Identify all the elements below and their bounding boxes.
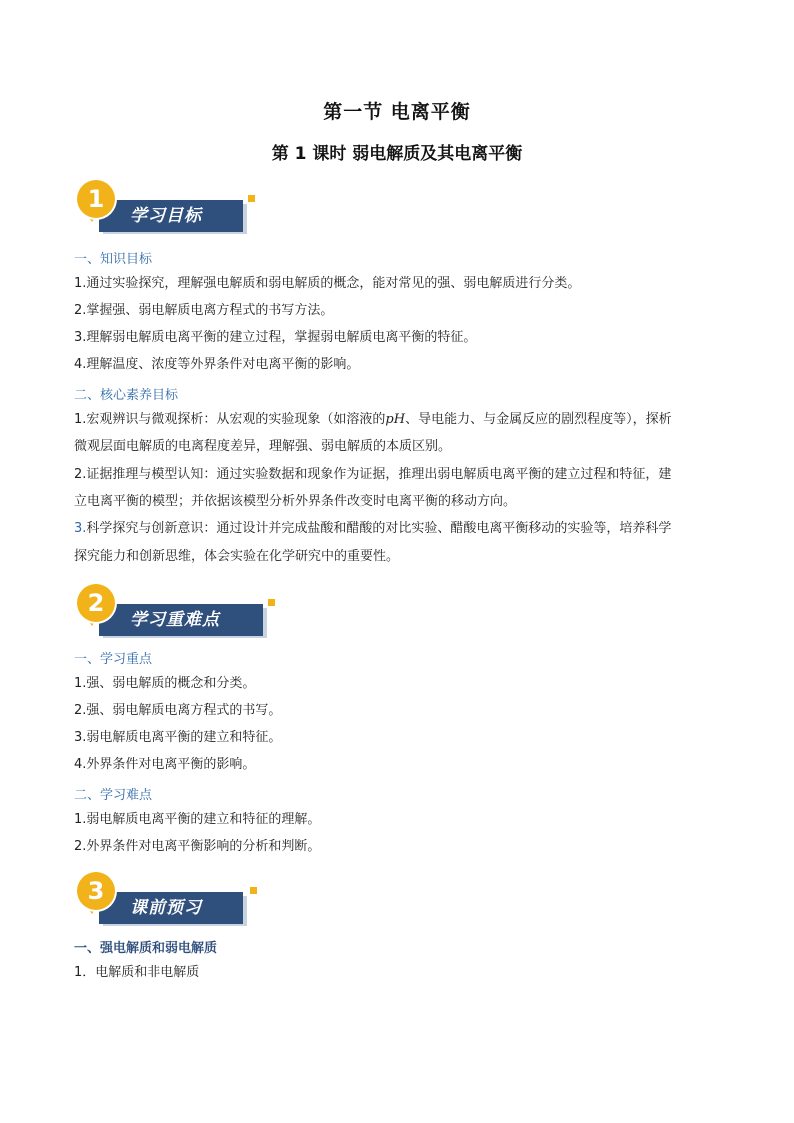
section-heading: 二、核心素养目标 bbox=[74, 388, 179, 403]
list-item: 3.理解弱电解质电离平衡的建立过程，掌握弱电解质电离平衡的特征。 bbox=[74, 330, 477, 345]
list-item-text: 1.宏观辨识与微观探析：从宏观的实验现象（如溶液的 bbox=[74, 412, 386, 427]
list-item-text: 、导电能力、与金属反应的剧烈程度等），探析 bbox=[405, 412, 672, 427]
badge-number: 1 bbox=[77, 180, 115, 218]
list-item: 立电离平衡的模型；并依据该模型分析外界条件改变时电离平衡的移动方向。 bbox=[74, 494, 517, 509]
section-badge-2 bbox=[74, 584, 274, 628]
list-item: 2.外界条件对电离平衡影响的分析和判断。 bbox=[74, 839, 321, 854]
list-item: 探究能力和创新思维，体会实验在化学研究中的重要性。 bbox=[74, 549, 400, 564]
page-subtitle: 第 1 课时 弱电解质及其电离平衡 bbox=[271, 144, 523, 164]
list-item: 1.弱电解质电离平衡的建立和特征的理解。 bbox=[74, 812, 321, 827]
section-heading: 一、强电解质和弱电解质 bbox=[74, 941, 218, 956]
list-item bbox=[74, 515, 724, 542]
badge-label: 学习目标 bbox=[130, 206, 202, 226]
list-item: 4.外界条件对电离平衡的影响。 bbox=[74, 757, 256, 772]
badge-corner-mark bbox=[250, 887, 257, 894]
list-item-number: 3. bbox=[74, 521, 87, 536]
list-item: 1.通过实验探究，理解强电解质和弱电解质的概念，能对常见的强、弱电解质进行分类。 bbox=[74, 276, 581, 291]
ph-symbol: pH bbox=[385, 412, 406, 427]
list-item: 微观层面电解质的电离程度差异，理解强、弱电解质的本质区别。 bbox=[74, 439, 452, 454]
list-item bbox=[74, 406, 724, 433]
page-title: 第一节 电离平衡 bbox=[323, 101, 471, 123]
list-item: 4.理解温度、浓度等外界条件对电离平衡的影响。 bbox=[74, 357, 360, 372]
list-item: 3.弱电解质电离平衡的建立和特征。 bbox=[74, 730, 282, 745]
section-heading: 二、学习难点 bbox=[74, 788, 153, 803]
section-heading: 一、知识目标 bbox=[74, 252, 153, 267]
badge-number: 2 bbox=[77, 584, 115, 622]
section-badge-1 bbox=[74, 180, 259, 224]
list-item: 1.强、弱电解质的概念和分类。 bbox=[74, 676, 256, 691]
list-item: 2.证据推理与模型认知：通过实验数据和现象作为证据，推理出弱电解质电离平衡的建立过程和特征，建 bbox=[74, 467, 672, 482]
list-item: 1．电解质和非电解质 bbox=[74, 965, 200, 980]
badge-label: 学习重难点 bbox=[130, 610, 220, 630]
list-item: 2.强、弱电解质电离方程式的书写。 bbox=[74, 703, 282, 718]
section-heading: 一、学习重点 bbox=[74, 652, 153, 667]
badge-number: 3 bbox=[77, 872, 115, 910]
badge-corner-mark bbox=[268, 599, 275, 606]
list-item: 2.掌握强、弱电解质电离方程式的书写方法。 bbox=[74, 303, 334, 318]
badge-corner-mark bbox=[248, 195, 255, 202]
list-item-text: 科学探究与创新意识：通过设计并完成盐酸和醋酸的对比实验、醋酸电离平衡移动的实验等，培养科学 bbox=[86, 521, 672, 536]
section-badge-3 bbox=[74, 872, 264, 916]
badge-label: 课前预习 bbox=[130, 898, 202, 918]
